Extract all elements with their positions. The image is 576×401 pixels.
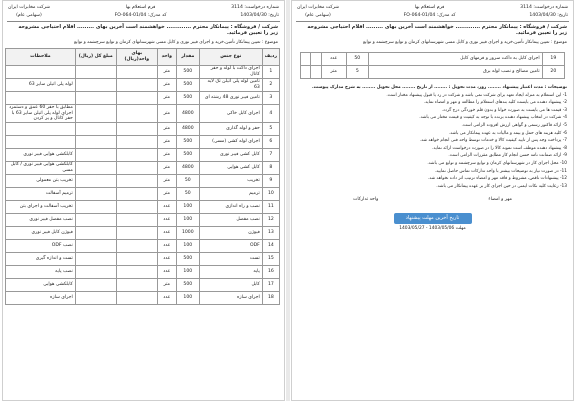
deadline-dates: مهلت 1403/05/06 - 1403/05/27 [399,226,466,232]
col-header-qty: مقدار [176,49,199,66]
deadline-button[interactable]: تاریخ آخرین مهلت پیشنهاد [394,213,472,224]
row-unit: متر [157,105,176,123]
note-item: 5- ارائه فاکتور رسمی و گواهی ارزش افزوده الزامی است. [461,123,567,129]
row-item: تست [199,253,262,266]
row-unit: متر [157,162,176,175]
company-subtitle: (سهامی عام) [16,12,42,18]
row-item: تخریب [199,175,262,188]
row-note: کابلکشی هوایی [6,279,76,292]
note-item: 6- کلیه هزینه های حمل و بیمه و مالیات به عهده پیمانکار می باشد. [448,130,567,136]
row-unit: عدد [321,53,346,66]
items-table-body [301,53,565,79]
row-total [75,240,116,253]
row-unit: متر [157,123,176,136]
row-unit-price [116,162,157,175]
note-item: 4- شرکت در انتخاب پیشنهاد دهنده برنده با توجه به کیفیت و قیمت مختار می باشد. [419,115,567,121]
form-title [404,5,456,18]
row-total [75,175,116,188]
row-unit-price [116,149,157,162]
company-name: شرکت مخابرات ایران [8,5,50,10]
table-row [6,105,280,123]
row-item: کابل کشی فیبر نوری [199,149,262,162]
row-unit-price [116,66,157,79]
row-unit: عدد [157,201,176,214]
row-number: 5 [262,123,279,136]
row-unit-price [116,79,157,92]
notes-list [298,93,567,191]
form-title [115,5,167,18]
table-row [6,292,280,305]
row-unit-price [116,266,157,279]
row-number: 9 [262,175,279,188]
company-block [297,5,339,18]
row-item: کابل کشی هوایی [199,162,262,175]
request-number: 3114 [520,5,532,10]
row-total [75,266,116,279]
row-number: 17 [262,279,279,292]
row-number: 18 [262,292,279,305]
subject-line: شرکت / فروشگاه : پیمانکار محترم ............. خواهشمند است آخرین بهای ......... اقلام احتیاجی مشروحه زیر را تعیین فرمائید. [307,24,567,37]
table-row [6,175,280,188]
row-unit: متر [157,149,176,162]
table-row [6,240,280,253]
row-number: 2 [262,79,279,92]
row-unit: متر [157,66,176,79]
row-number: 7 [262,149,279,162]
row-number: 6 [262,136,279,149]
row-unit-price [116,201,157,214]
company-subtitle: (سهامی عام) [305,12,331,18]
row-unit-price [116,279,157,292]
row-note: نصب ODF [6,240,76,253]
row-note: کابلکشی هوایی فیبر نوری / کابل مسی [6,162,76,175]
row-total [75,253,116,266]
table-row [6,266,280,279]
row-note: کابلکشی هوایی فیبر نوری [6,149,76,162]
row-item: ODF [199,240,262,253]
row-total [75,227,116,240]
row-total [75,188,116,201]
row-number: 14 [262,240,279,253]
row-qty: 50 [176,175,199,188]
row-unit-price [116,188,157,201]
row-number: 19 [542,53,564,66]
row-qty: 1000 [176,227,199,240]
topic-line: موضوع : تعیین پیمانکار تأمین،خرید و اجرای فیبر نوری و کابل مسی شهرستانهای کرمان و توابع سرچشمه و توابع [73,39,278,45]
row-unit: متر [157,92,176,105]
row-total [75,214,116,227]
row-qty: 5 [346,66,368,79]
note-item: 12- پیشنهادات ناقص، مشروط و فاقد مهر و امضاء ترتیب اثر داده نخواهد شد. [427,176,567,182]
row-note: اجرای سازه [6,292,76,305]
row-note: نصب مفصل فیبر نوری [6,214,76,227]
row-number: 11 [262,201,279,214]
row-number: 12 [262,214,279,227]
request-number-label: شماره درخواست: [533,5,568,10]
company-name: شرکت مخابرات ایران [297,5,339,10]
row-item: فیوژن [199,227,262,240]
row-unit: عدد [157,253,176,266]
row-note [6,123,76,136]
table-row [6,123,280,136]
row-unit: عدد [157,266,176,279]
row-qty: 100 [176,214,199,227]
table-header-row [6,49,280,66]
row-qty: 500 [176,149,199,162]
request-number: 3114 [231,5,243,10]
row-unit-price [116,105,157,123]
row-qty: 100 [176,240,199,253]
note-item: 1- این استعلام به منزله ایجاد تعهد برای شرکت نمی باشد و شرکت در رد یا قبول پیشنهاد مختار است. [386,92,567,98]
row-qty: 50 [176,188,199,201]
row-unit-price [116,92,157,105]
form-name: فرم استعلام بها [414,5,445,10]
row-qty: 4800 [176,123,199,136]
row-qty: 100 [176,201,199,214]
row-note: تخریب بتن معمولی [6,175,76,188]
row-qty: 50 [346,53,368,66]
row-unit-price [116,253,157,266]
note-item: 11- در صورت نیاز به توضیحات بیشتر با واحد تدارکات تماس حاصل نمایید. [434,168,567,174]
row-note [6,66,76,79]
row-unit: عدد [157,227,176,240]
request-meta [231,5,279,18]
date: 1403/04/30 [240,12,267,18]
request-number-label: شماره درخواست: [244,5,279,10]
row-total [75,92,116,105]
table-row [6,162,280,175]
row-item: حفر و لوله گذاری [199,123,262,136]
row-total [301,66,311,79]
row-item: پایه [199,266,262,279]
row-item: اجرای کابل به داکت سرور و فرمهای کابل [368,53,542,66]
row-unit: عدد [157,214,176,227]
row-unit: متر [157,188,176,201]
row-qty: 4800 [176,105,199,123]
col-header-item: نوع جنس [199,49,262,66]
row-qty: 500 [176,66,199,79]
row-item: تامین مصالح و نصب لوله برق [368,66,542,79]
row-qty: 500 [176,279,199,292]
row-item: کابل [199,279,262,292]
row-number: 20 [542,66,564,79]
table-row [6,188,280,201]
row-note: ترمیم آسفالت [6,188,76,201]
note-item: 8- پیشنهاد دهنده موظف است نمونه کالا را در صورت درخواست ارائه نماید. [432,145,567,151]
row-note [6,136,76,149]
row-total [75,123,116,136]
items-table [5,48,280,305]
row-unit-price [116,227,157,240]
row-price [311,66,321,79]
row-unit: عدد [157,292,176,305]
items-table-body [6,66,280,305]
inquiry-page-right [291,0,574,401]
row-item: اجرای کابل خاکی [199,105,262,123]
row-unit: عدد [157,240,176,253]
row-item: اجرای لوله کشی (مسی) [199,136,262,149]
table-row [6,227,280,240]
row-unit: متر [157,136,176,149]
row-total [75,292,116,305]
col-header-no: ردیف [262,49,279,66]
signature-row [292,194,573,206]
row-unit-price [116,292,157,305]
page-header [292,1,573,21]
row-number: 8 [262,162,279,175]
signature-seal: مهر و امضاء [488,196,512,202]
table-row [6,279,280,292]
col-header-unit-price: بهای واحد(ریال) [116,49,157,66]
row-price [311,53,321,66]
row-note: تست و اندازه گیری [6,253,76,266]
row-item: نصب و راه اندازی [199,201,262,214]
row-qty: 500 [176,79,199,92]
note-item: 9- ارائه ضمانت نامه حسن انجام کار مطابق مقررات الزامی است. [448,153,567,159]
col-header-total: مبلغ کل (ریال) [75,49,116,66]
table-row [301,53,565,66]
row-total [75,149,116,162]
row-qty: 500 [176,253,199,266]
row-item: نصب مفصل [199,214,262,227]
row-number: 10 [262,188,279,201]
table-row [6,201,280,214]
row-note: نصب پایه [6,266,76,279]
row-total [75,279,116,292]
notes-section [292,83,573,194]
row-qty: 4800 [176,162,199,175]
row-number: 16 [262,266,279,279]
row-unit: متر [157,175,176,188]
table-row [6,214,280,227]
form-code-label: کد مدرک: [436,12,456,18]
row-number: 13 [262,227,279,240]
row-unit-price [116,240,157,253]
row-note: فیوژن کابل فیبر نوری [6,227,76,240]
row-total [75,66,116,79]
row-unit-price [116,136,157,149]
form-code-label: کد مدرک: [147,12,167,18]
row-number: 3 [262,92,279,105]
row-qty: 100 [176,292,199,305]
row-total [75,162,116,175]
table-row [301,66,565,79]
subject-line: شرکت / فروشگاه : پیمانکار محترم ............. خواهشمند است آخرین بهای ......... اقلام احتیاجی مشروحه زیر را تعیین فرمائید. [18,24,278,37]
row-unit: متر [157,79,176,92]
row-unit-price [116,175,157,188]
row-qty: 100 [176,266,199,279]
note-item: 10- محل اجرای کار در شهرستانهای کرمان و توابع سرچشمه و توابع می باشد. [427,161,567,167]
row-total [75,136,116,149]
request-meta [520,5,568,18]
row-total [75,105,116,123]
table-row [6,92,280,105]
row-unit-price [116,123,157,136]
form-name: فرم استعلام بها [125,5,156,10]
form-code: FO-064-01/04 [114,12,147,18]
signature-unit: واحد تدارکات [353,196,379,202]
note-item: 7- پرداخت وجه پس از تایید کیفیت کالا و خدمات توسط واحد فنی انجام خواهد شد. [419,138,567,144]
col-header-unit: واحد [157,49,176,66]
company-block [8,5,50,18]
date-label: تاریخ: [557,12,568,18]
row-item: اجرای داکت با لوله و حفر کانال [199,66,262,79]
note-item: 2- پیشنهاد دهنده می بایست کلیه بندهای استعلام را مطالعه و مهر و امضاء نماید. [423,100,567,106]
date: 1403/04/30 [529,12,556,18]
row-item: تامین لوله پلی اتیلن تک لایه 63 [199,79,262,92]
inquiry-page-left [2,0,285,401]
table-row [6,66,280,79]
col-header-notes: ملاحظات [6,49,76,66]
date-label: تاریخ: [268,12,279,18]
table-row [6,149,280,162]
row-number: 15 [262,253,279,266]
notes-intro: توضیحات : مدت اعتبار پیشنهاد ........ روز، مدت تحویل : ........ از تاریخ ........ محل تحویل ........ به شرح مدارک پیوست. [312,85,567,90]
row-total [75,79,116,92]
note-item: 13- رعایت کلیه نکات ایمنی در حین اجرای کار بر عهده پیمانکار می باشد. [436,183,567,189]
topic-line: موضوع : تعیین پیمانکار تأمین،خرید و اجرای فیبر نوری و کابل مسی شهرستانهای کرمان و توابع سرچشمه و توابع [362,39,567,45]
page-header [3,1,284,21]
row-qty: 500 [176,92,199,105]
row-note: لوله پلی اتیلن سایز 63 [6,79,76,92]
row-unit: متر [157,279,176,292]
row-note: تخریب آسفالت و اجرای بتن [6,201,76,214]
row-qty: 500 [176,136,199,149]
row-item: اجرای سازه [199,292,262,305]
row-unit-price [116,214,157,227]
row-number: 4 [262,105,279,123]
note-item: 3- قیمت ها می بایست به صورت خوانا و بدون قلم خوردگی درج گردد. [441,107,567,113]
items-table-continued [300,52,565,79]
page-separator [286,0,290,401]
table-row [6,136,280,149]
row-total [301,53,311,66]
row-unit: متر [321,66,346,79]
row-item: تامین فیبر نوری 48 رشته ای [199,92,262,105]
row-number: 1 [262,66,279,79]
row-note [6,92,76,105]
form-code: FO-064-01/04 [403,12,436,18]
row-total [75,201,116,214]
table-row [6,79,280,92]
row-item: ترمیم [199,188,262,201]
row-note: مطابق با حفر 60 عمق و دستمزد اجرای لوله پلی اتیلن سایز 63 با حفر کانال و پر کردن [6,105,76,123]
table-row [6,253,280,266]
